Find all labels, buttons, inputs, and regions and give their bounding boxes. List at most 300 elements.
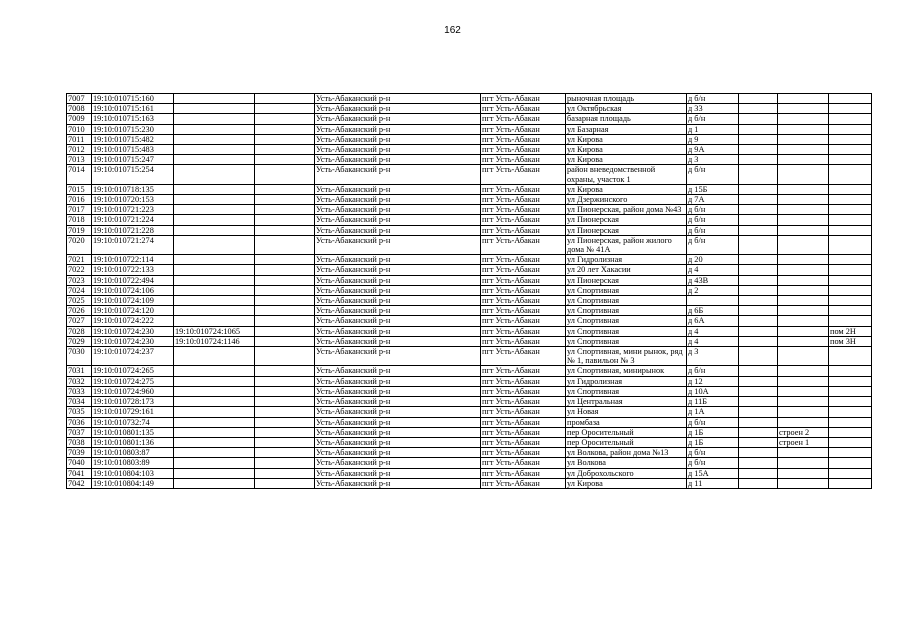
empty-cell — [255, 184, 315, 194]
table-row — [67, 134, 872, 144]
settlement-cell: пгт Усть-Абакан — [481, 326, 566, 336]
empty-cell — [255, 275, 315, 285]
empty-cell — [739, 225, 778, 235]
district-cell: Усть-Абаканский р-н — [315, 145, 481, 155]
settlement-cell: пгт Усть-Абакан — [481, 255, 566, 265]
sub-cadastral-number-cell — [174, 134, 255, 144]
empty-cell — [739, 155, 778, 165]
sub-cadastral-number-cell — [174, 94, 255, 104]
building-cell — [778, 195, 829, 205]
district-cell: Усть-Абаканский р-н — [315, 94, 481, 104]
cadastral-number-cell: 19:10:010724:222 — [92, 316, 174, 326]
street-cell: ул Центральная — [566, 397, 687, 407]
district-cell: Усть-Абаканский р-н — [315, 437, 481, 447]
row-number-cell: 7042 — [67, 478, 92, 488]
cadastral-number-cell: 19:10:010721:228 — [92, 225, 174, 235]
house-cell: д б/н — [687, 458, 739, 468]
premises-cell — [829, 225, 872, 235]
sub-cadastral-number-cell — [174, 265, 255, 275]
row-number-cell: 7019 — [67, 225, 92, 235]
premises-cell — [829, 275, 872, 285]
building-cell — [778, 386, 829, 396]
building-cell — [778, 407, 829, 417]
empty-cell — [739, 265, 778, 275]
house-cell: д 43В — [687, 275, 739, 285]
premises-cell — [829, 94, 872, 104]
building-cell — [778, 155, 829, 165]
settlement-cell: пгт Усть-Абакан — [481, 417, 566, 427]
district-cell: Усть-Абаканский р-н — [315, 478, 481, 488]
row-number-cell: 7013 — [67, 155, 92, 165]
building-cell — [778, 347, 829, 366]
house-cell: д 4 — [687, 265, 739, 275]
premises-cell — [829, 255, 872, 265]
building-cell — [778, 296, 829, 306]
district-cell: Усть-Абаканский р-н — [315, 195, 481, 205]
sub-cadastral-number-cell — [174, 366, 255, 376]
settlement-cell: пгт Усть-Абакан — [481, 195, 566, 205]
district-cell: Усть-Абаканский р-н — [315, 225, 481, 235]
table-row — [67, 155, 872, 165]
empty-cell — [255, 427, 315, 437]
street-cell: ул Спортивная — [566, 296, 687, 306]
empty-cell — [739, 134, 778, 144]
district-cell: Усть-Абаканский р-н — [315, 165, 481, 184]
premises-cell — [829, 145, 872, 155]
empty-cell — [255, 437, 315, 447]
settlement-cell: пгт Усть-Абакан — [481, 397, 566, 407]
building-cell — [778, 235, 829, 254]
empty-cell — [255, 448, 315, 458]
premises-cell: пом 2Н — [829, 326, 872, 336]
row-number-cell: 7025 — [67, 296, 92, 306]
settlement-cell: пгт Усть-Абакан — [481, 468, 566, 478]
street-cell: ул Спортивная — [566, 326, 687, 336]
table-row — [67, 205, 872, 215]
premises-cell — [829, 458, 872, 468]
sub-cadastral-number-cell — [174, 407, 255, 417]
cadastral-number-cell: 19:10:010715:482 — [92, 134, 174, 144]
cadastral-number-cell: 19:10:010732:74 — [92, 417, 174, 427]
house-cell: д 3 — [687, 155, 739, 165]
street-cell: ул Новая — [566, 407, 687, 417]
empty-cell — [739, 336, 778, 346]
cadastral-number-cell: 19:10:010715:230 — [92, 124, 174, 134]
empty-cell — [739, 296, 778, 306]
house-cell: д б/н — [687, 448, 739, 458]
street-cell: ул 20 лет Хакасии — [566, 265, 687, 275]
street-cell: ул Пионерская, район дома №43 — [566, 205, 687, 215]
street-cell: базарная площадь — [566, 114, 687, 124]
row-number-cell: 7017 — [67, 205, 92, 215]
settlement-cell: пгт Усть-Абакан — [481, 94, 566, 104]
building-cell — [778, 205, 829, 215]
table-row — [67, 407, 872, 417]
building-cell — [778, 255, 829, 265]
settlement-cell: пгт Усть-Абакан — [481, 306, 566, 316]
empty-cell — [255, 366, 315, 376]
district-cell: Усть-Абаканский р-н — [315, 326, 481, 336]
premises-cell — [829, 124, 872, 134]
premises-cell — [829, 407, 872, 417]
street-cell: ул Спортивная — [566, 316, 687, 326]
house-cell: д 1Б — [687, 437, 739, 447]
cadastral-number-cell: 19:10:010724:106 — [92, 285, 174, 295]
table-row — [67, 397, 872, 407]
empty-cell — [255, 376, 315, 386]
house-cell: д 2 — [687, 285, 739, 295]
building-cell — [778, 366, 829, 376]
cadastral-number-cell: 19:10:010720:153 — [92, 195, 174, 205]
sub-cadastral-number-cell — [174, 347, 255, 366]
house-cell: д 15Б — [687, 184, 739, 194]
table-row — [67, 235, 872, 254]
district-cell: Усть-Абаканский р-н — [315, 134, 481, 144]
sub-cadastral-number-cell — [174, 437, 255, 447]
house-cell: д 12 — [687, 376, 739, 386]
empty-cell — [255, 316, 315, 326]
building-cell — [778, 336, 829, 346]
row-number-cell: 7038 — [67, 437, 92, 447]
row-number-cell: 7029 — [67, 336, 92, 346]
sub-cadastral-number-cell — [174, 155, 255, 165]
sub-cadastral-number-cell: 19:10:010724:1065 — [174, 326, 255, 336]
sub-cadastral-number-cell — [174, 417, 255, 427]
premises-cell — [829, 427, 872, 437]
table-row — [67, 448, 872, 458]
table-row — [67, 316, 872, 326]
settlement-cell: пгт Усть-Абакан — [481, 478, 566, 488]
premises-cell — [829, 285, 872, 295]
sub-cadastral-number-cell — [174, 104, 255, 114]
sub-cadastral-number-cell — [174, 316, 255, 326]
settlement-cell: пгт Усть-Абакан — [481, 215, 566, 225]
premises-cell — [829, 397, 872, 407]
empty-cell — [255, 124, 315, 134]
cadastral-number-cell: 19:10:010715:254 — [92, 165, 174, 184]
cadastral-number-cell: 19:10:010801:136 — [92, 437, 174, 447]
sub-cadastral-number-cell — [174, 458, 255, 468]
table-row — [67, 104, 872, 114]
empty-cell — [255, 386, 315, 396]
row-number-cell: 7034 — [67, 397, 92, 407]
district-cell: Усть-Абаканский р-н — [315, 285, 481, 295]
building-cell — [778, 225, 829, 235]
table-row — [67, 306, 872, 316]
building-cell — [778, 184, 829, 194]
empty-cell — [739, 417, 778, 427]
sub-cadastral-number-cell — [174, 124, 255, 134]
settlement-cell: пгт Усть-Абакан — [481, 427, 566, 437]
cadastral-number-cell: 19:10:010724:109 — [92, 296, 174, 306]
settlement-cell: пгт Усть-Абакан — [481, 407, 566, 417]
empty-cell — [739, 386, 778, 396]
house-cell: д 9А — [687, 145, 739, 155]
empty-cell — [255, 215, 315, 225]
empty-cell — [739, 235, 778, 254]
empty-cell — [255, 458, 315, 468]
house-cell: д 6А — [687, 316, 739, 326]
district-cell: Усть-Абаканский р-н — [315, 306, 481, 316]
street-cell: ул Спортивная — [566, 336, 687, 346]
cadastral-number-cell: 19:10:010718:135 — [92, 184, 174, 194]
empty-cell — [255, 417, 315, 427]
building-cell — [778, 417, 829, 427]
table-row — [67, 376, 872, 386]
cadastral-number-cell: 19:10:010722:494 — [92, 275, 174, 285]
district-cell: Усть-Абаканский р-н — [315, 316, 481, 326]
table-row — [67, 458, 872, 468]
district-cell: Усть-Абаканский р-н — [315, 124, 481, 134]
sub-cadastral-number-cell — [174, 386, 255, 396]
sub-cadastral-number-cell: 19:10:010724:1146 — [174, 336, 255, 346]
building-cell — [778, 215, 829, 225]
building-cell — [778, 397, 829, 407]
premises-cell — [829, 114, 872, 124]
sub-cadastral-number-cell — [174, 376, 255, 386]
district-cell: Усть-Абаканский р-н — [315, 407, 481, 417]
district-cell: Усть-Абаканский р-н — [315, 458, 481, 468]
table-row — [67, 184, 872, 194]
sub-cadastral-number-cell — [174, 195, 255, 205]
table-row — [67, 417, 872, 427]
row-number-cell: 7024 — [67, 285, 92, 295]
settlement-cell: пгт Усть-Абакан — [481, 134, 566, 144]
row-number-cell: 7022 — [67, 265, 92, 275]
empty-cell — [739, 145, 778, 155]
empty-cell — [739, 376, 778, 386]
row-number-cell: 7035 — [67, 407, 92, 417]
empty-cell — [739, 316, 778, 326]
house-cell: д б/н — [687, 235, 739, 254]
empty-cell — [255, 235, 315, 254]
row-number-cell: 7012 — [67, 145, 92, 155]
district-cell: Усть-Абаканский р-н — [315, 448, 481, 458]
district-cell: Усть-Абаканский р-н — [315, 235, 481, 254]
settlement-cell: пгт Усть-Абакан — [481, 114, 566, 124]
street-cell: ул Кирова — [566, 155, 687, 165]
building-cell — [778, 114, 829, 124]
row-number-cell: 7033 — [67, 386, 92, 396]
sub-cadastral-number-cell — [174, 285, 255, 295]
building-cell — [778, 275, 829, 285]
settlement-cell: пгт Усть-Абакан — [481, 296, 566, 306]
street-cell: ул Спортивная — [566, 306, 687, 316]
building-cell — [778, 448, 829, 458]
house-cell — [687, 296, 739, 306]
table-row — [67, 114, 872, 124]
building-cell — [778, 124, 829, 134]
row-number-cell: 7027 — [67, 316, 92, 326]
sub-cadastral-number-cell — [174, 468, 255, 478]
sub-cadastral-number-cell — [174, 205, 255, 215]
settlement-cell: пгт Усть-Абакан — [481, 336, 566, 346]
settlement-cell: пгт Усть-Абакан — [481, 386, 566, 396]
house-cell: д 1А — [687, 407, 739, 417]
district-cell: Усть-Абаканский р-н — [315, 296, 481, 306]
row-number-cell: 7037 — [67, 427, 92, 437]
street-cell: ул Кирова — [566, 145, 687, 155]
empty-cell — [739, 326, 778, 336]
house-cell: д 15А — [687, 468, 739, 478]
premises-cell — [829, 347, 872, 366]
table-row — [67, 195, 872, 205]
district-cell: Усть-Абаканский р-н — [315, 265, 481, 275]
empty-cell — [739, 397, 778, 407]
building-cell — [778, 265, 829, 275]
premises-cell — [829, 296, 872, 306]
table-row — [67, 265, 872, 275]
table-row — [67, 215, 872, 225]
row-number-cell: 7031 — [67, 366, 92, 376]
cadastral-number-cell: 19:10:010724:275 — [92, 376, 174, 386]
district-cell: Усть-Абаканский р-н — [315, 155, 481, 165]
premises-cell — [829, 386, 872, 396]
building-cell — [778, 145, 829, 155]
row-number-cell: 7026 — [67, 306, 92, 316]
table-row — [67, 124, 872, 134]
building-cell — [778, 458, 829, 468]
house-cell: д 4 — [687, 336, 739, 346]
building-cell: строен 2 — [778, 427, 829, 437]
house-cell: д б/н — [687, 215, 739, 225]
table-row — [67, 165, 872, 184]
sub-cadastral-number-cell — [174, 255, 255, 265]
empty-cell — [739, 427, 778, 437]
empty-cell — [739, 407, 778, 417]
empty-cell — [739, 437, 778, 447]
sub-cadastral-number-cell — [174, 448, 255, 458]
row-number-cell: 7032 — [67, 376, 92, 386]
street-cell: пер Оросительный — [566, 427, 687, 437]
cadastral-number-cell: 19:10:010803:89 — [92, 458, 174, 468]
row-number-cell: 7018 — [67, 215, 92, 225]
table-row — [67, 225, 872, 235]
settlement-cell: пгт Усть-Абакан — [481, 205, 566, 215]
street-cell: район вневедомственной охраны, участок 1 — [566, 165, 687, 184]
house-cell: д 11 — [687, 478, 739, 488]
house-cell: д 1 — [687, 124, 739, 134]
settlement-cell: пгт Усть-Абакан — [481, 366, 566, 376]
row-number-cell: 7014 — [67, 165, 92, 184]
premises-cell — [829, 195, 872, 205]
sub-cadastral-number-cell — [174, 165, 255, 184]
district-cell: Усть-Абаканский р-н — [315, 184, 481, 194]
empty-cell — [739, 94, 778, 104]
row-number-cell: 7030 — [67, 347, 92, 366]
cadastral-number-cell: 19:10:010729:161 — [92, 407, 174, 417]
table-row — [67, 336, 872, 346]
empty-cell — [255, 114, 315, 124]
premises-cell — [829, 306, 872, 316]
table-row — [67, 478, 872, 488]
house-cell: д 11Б — [687, 397, 739, 407]
empty-cell — [255, 165, 315, 184]
street-cell: ул Пионерская — [566, 275, 687, 285]
sub-cadastral-number-cell — [174, 427, 255, 437]
row-number-cell: 7041 — [67, 468, 92, 478]
cadastral-number-cell: 19:10:010724:230 — [92, 326, 174, 336]
street-cell: ул Кирова — [566, 184, 687, 194]
empty-cell — [255, 468, 315, 478]
row-number-cell: 7011 — [67, 134, 92, 144]
premises-cell — [829, 134, 872, 144]
district-cell: Усть-Абаканский р-н — [315, 336, 481, 346]
settlement-cell: пгт Усть-Абакан — [481, 104, 566, 114]
empty-cell — [255, 155, 315, 165]
empty-cell — [739, 458, 778, 468]
district-cell: Усть-Абаканский р-н — [315, 427, 481, 437]
street-cell: ул Спортивная, минирынок — [566, 366, 687, 376]
settlement-cell: пгт Усть-Абакан — [481, 376, 566, 386]
premises-cell — [829, 155, 872, 165]
cadastral-number-cell: 19:10:010721:223 — [92, 205, 174, 215]
settlement-cell: пгт Усть-Абакан — [481, 225, 566, 235]
empty-cell — [739, 205, 778, 215]
row-number-cell: 7021 — [67, 255, 92, 265]
settlement-cell: пгт Усть-Абакан — [481, 437, 566, 447]
sub-cadastral-number-cell — [174, 145, 255, 155]
house-cell: д 7А — [687, 195, 739, 205]
sub-cadastral-number-cell — [174, 225, 255, 235]
empty-cell — [739, 104, 778, 114]
street-cell: рыночная площадь — [566, 94, 687, 104]
premises-cell — [829, 417, 872, 427]
district-cell: Усть-Абаканский р-н — [315, 468, 481, 478]
registry-table-body — [67, 94, 872, 489]
street-cell: ул Пионерская — [566, 225, 687, 235]
street-cell: ул Спортивная — [566, 386, 687, 396]
cadastral-number-cell: 19:10:010715:163 — [92, 114, 174, 124]
street-cell: пер Оросительный — [566, 437, 687, 447]
page-number: 162 — [444, 25, 461, 36]
premises-cell — [829, 184, 872, 194]
district-cell: Усть-Абаканский р-н — [315, 376, 481, 386]
table-row — [67, 296, 872, 306]
house-cell: д 3 — [687, 347, 739, 366]
building-cell — [778, 376, 829, 386]
street-cell: ул Гидролизная — [566, 376, 687, 386]
house-cell: д б/н — [687, 114, 739, 124]
cadastral-number-cell: 19:10:010804:103 — [92, 468, 174, 478]
building-cell — [778, 165, 829, 184]
district-cell: Усть-Абаканский р-н — [315, 205, 481, 215]
building-cell — [778, 285, 829, 295]
sub-cadastral-number-cell — [174, 215, 255, 225]
empty-cell — [739, 347, 778, 366]
cadastral-number-cell: 19:10:010715:247 — [92, 155, 174, 165]
district-cell: Усть-Абаканский р-н — [315, 386, 481, 396]
settlement-cell: пгт Усть-Абакан — [481, 316, 566, 326]
premises-cell — [829, 448, 872, 458]
house-cell: д 10А — [687, 386, 739, 396]
settlement-cell: пгт Усть-Абакан — [481, 265, 566, 275]
district-cell: Усть-Абаканский р-н — [315, 255, 481, 265]
empty-cell — [739, 255, 778, 265]
settlement-cell: пгт Усть-Абакан — [481, 145, 566, 155]
street-cell: ул Пионерская — [566, 215, 687, 225]
house-cell: д 6Б — [687, 306, 739, 316]
cadastral-number-cell: 19:10:010724:230 — [92, 336, 174, 346]
premises-cell — [829, 165, 872, 184]
district-cell: Усть-Абаканский р-н — [315, 215, 481, 225]
row-number-cell: 7020 — [67, 235, 92, 254]
empty-cell — [255, 265, 315, 275]
empty-cell — [739, 195, 778, 205]
cadastral-number-cell: 19:10:010721:274 — [92, 235, 174, 254]
sub-cadastral-number-cell — [174, 275, 255, 285]
premises-cell — [829, 316, 872, 326]
